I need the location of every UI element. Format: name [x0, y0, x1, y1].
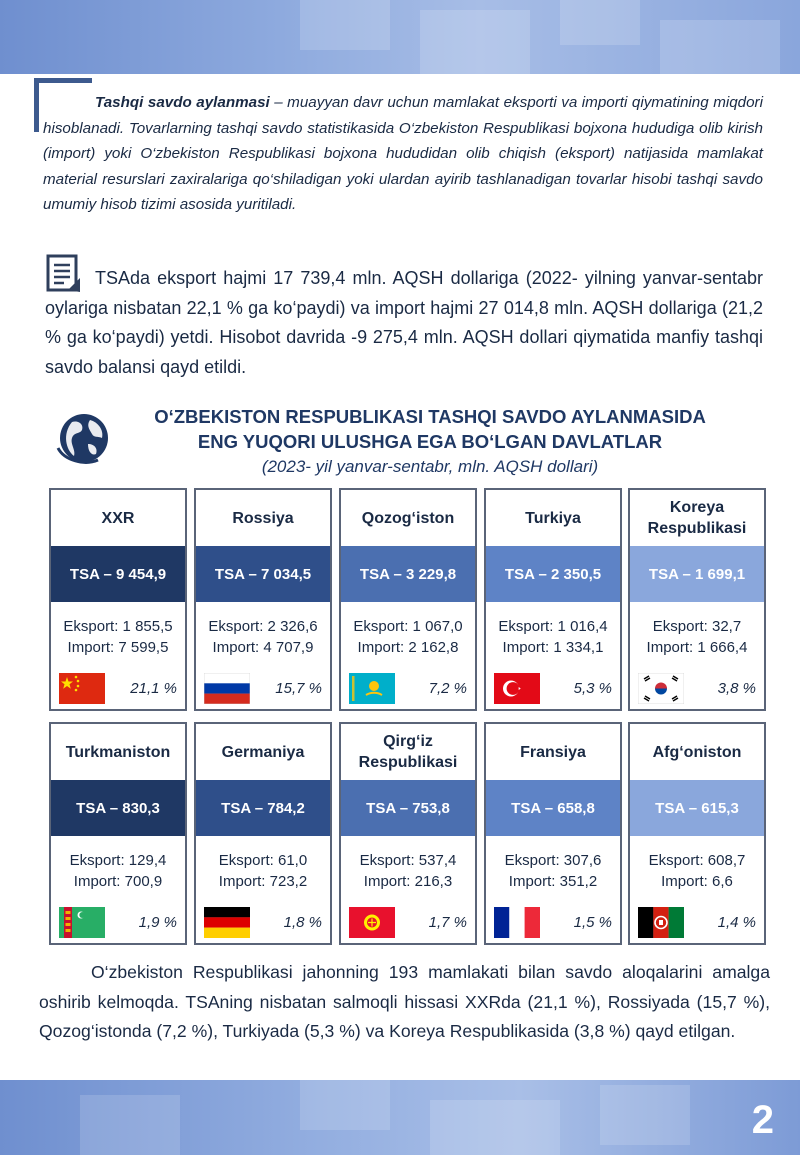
country-values	[196, 616, 330, 658]
country-export: Eksport: 537,4	[359, 852, 457, 869]
country-share: 1,4 %	[717, 914, 756, 931]
country-tsa: TSA – 658,8	[486, 780, 620, 836]
country-share: 1,9 %	[138, 914, 177, 931]
country-name: Turkiya	[525, 509, 581, 527]
country-name: Fransiya	[520, 743, 586, 761]
country-values	[341, 616, 475, 658]
kyrgyzstan-flag-icon	[349, 907, 395, 938]
country-share: 15,7 %	[275, 680, 322, 697]
country-share: 1,5 %	[573, 914, 612, 931]
turkey-flag-icon	[494, 673, 540, 704]
country-tsa: TSA – 3 229,8	[341, 546, 475, 602]
country-export: Eksport: 2 326,6	[208, 618, 318, 635]
summary-paragraph	[45, 264, 763, 382]
country-import: Import: 351,2	[508, 873, 598, 890]
globe-icon	[54, 408, 112, 466]
country-import: Import: 6,6	[661, 873, 733, 890]
country-card-germany	[194, 722, 332, 945]
country-values	[51, 616, 185, 658]
country-tsa: TSA – 9 454,9	[51, 546, 185, 602]
country-tsa: TSA – 753,8	[341, 780, 475, 836]
country-values	[341, 850, 475, 892]
country-import: Import: 1 666,4	[646, 639, 748, 656]
country-export: Eksport: 1 855,5	[63, 618, 173, 635]
country-card-korea	[628, 488, 766, 711]
country-export: Eksport: 1 067,0	[353, 618, 463, 635]
country-tsa: TSA – 1 699,1	[630, 546, 764, 602]
country-import: Import: 1 334,1	[502, 639, 604, 656]
header-band	[0, 0, 800, 74]
closing-paragraph	[39, 958, 770, 1047]
country-values	[486, 850, 620, 892]
country-name: Afg‘oniston	[652, 743, 742, 761]
country-share: 3,8 %	[717, 680, 756, 697]
country-card-turkmenistan	[49, 722, 187, 945]
country-tsa: TSA – 615,3	[630, 780, 764, 836]
korea-flag-icon	[638, 673, 684, 704]
country-export: Eksport: 61,0	[218, 852, 308, 869]
country-tsa: TSA – 2 350,5	[486, 546, 620, 602]
summary-text: TSAda eksport hajmi 17 739,4 mln. AQSH dollariga (2022- yilning yanvar-sentabr oylariga nisbatan 22,1 % ga ko‘paydi) va import hajmi 27 014,8 mln. AQSH dollariga (21,2 % ga ko‘paydi) yetdi. Hisobot davrida -9 275,4 mln. AQSH dollari qiymatida manfiy tashqi savdo balansi qayd etildi.	[45, 268, 763, 377]
country-tsa: TSA – 7 034,5	[196, 546, 330, 602]
country-values	[630, 616, 764, 658]
chart-subtitle: (2023- yil yanvar-sentabr, mln. AQSH dollari)	[261, 457, 599, 476]
country-import: Import: 2 162,8	[357, 639, 459, 656]
country-export: Eksport: 129,4	[69, 852, 167, 869]
turkmenistan-flag-icon	[59, 907, 105, 938]
country-import: Import: 216,3	[363, 873, 453, 890]
country-export: Eksport: 608,7	[648, 852, 746, 869]
country-share: 5,3 %	[573, 680, 612, 697]
footer-band	[0, 1080, 800, 1155]
country-name: Qozog‘iston	[361, 509, 455, 527]
country-import: Import: 4 707,9	[212, 639, 314, 656]
country-name: XXR	[101, 509, 135, 527]
chart-title-line1: O‘ZBEKISTON RESPUBLIKASI TASHQI SAVDO AYLANMASIDA	[154, 406, 706, 427]
country-import: Import: 723,2	[218, 873, 308, 890]
country-import: Import: 7 599,5	[67, 639, 169, 656]
country-card-kazakhstan	[339, 488, 477, 711]
country-values	[630, 850, 764, 892]
afghanistan-flag-icon	[638, 907, 684, 938]
kazakhstan-flag-icon	[349, 673, 395, 704]
russia-flag-icon	[204, 673, 250, 704]
country-name: Qirg‘iz Respublikasi	[358, 733, 458, 771]
country-card-france	[484, 722, 622, 945]
country-share: 7,2 %	[428, 680, 467, 697]
country-name: Rossiya	[232, 509, 294, 527]
intro-term: Tashqi savdo aylanmasi	[95, 94, 270, 111]
country-export: Eksport: 307,6	[504, 852, 602, 869]
closing-text: O‘zbekiston Respublikasi jahonning 193 mamlakati bilan savdo aloqalarini amalga oshirib kelmoqda. TSAning nisbatan salmoqli hissasi XXRda (21,1 %), Rossiyada (15,7 %), Qozog‘istonda (7,2 %), Turkiyada (5,3 %) va Koreya Respublikasida (3,8 %) qayd etilgan.	[39, 962, 770, 1041]
country-name: Koreya Respublikasi	[647, 499, 747, 537]
country-name: Germaniya	[221, 743, 305, 761]
country-card-turkey	[484, 488, 622, 711]
intro-text: – muayyan davr uchun mamlakat eksporti va importi qiymatining miqdori hisoblanadi. Tovarlarning tashqi savdo statistikasida O‘zbekiston Respublikasi bojxona hududiga olib kirish (import) yoki O‘zbekiston Respublikasi bojxona hududidan olib chiqish (eksport) natijasida mamlakat material resurslari zaxiralariga qo‘shiladigan yoki ulardan ayirib tashlanadigan tovarlar hisobi tashqi savdo umumiy hisob tizimi asosida yuritiladi.	[43, 94, 763, 214]
page-number: 2	[751, 1098, 774, 1142]
country-import: Import: 700,9	[73, 873, 163, 890]
country-card-china	[49, 488, 187, 711]
country-values	[486, 616, 620, 658]
country-values	[51, 850, 185, 892]
country-share: 1,7 %	[428, 914, 467, 931]
china-flag-icon	[59, 673, 105, 704]
country-values	[196, 850, 330, 892]
country-export: Eksport: 1 016,4	[498, 618, 608, 635]
country-card-kyrgyzstan	[339, 722, 477, 945]
france-flag-icon	[494, 907, 540, 938]
country-name: Turkmaniston	[65, 743, 171, 761]
country-tsa: TSA – 784,2	[196, 780, 330, 836]
germany-flag-icon	[204, 907, 250, 938]
country-export: Eksport: 32,7	[652, 618, 742, 635]
chart-title-line2: ENG YUQORI ULUSHGA EGA BO‘LGAN DAVLATLAR	[197, 431, 663, 452]
intro-paragraph	[43, 90, 763, 218]
country-share: 21,1 %	[130, 680, 177, 697]
country-tsa: TSA – 830,3	[51, 780, 185, 836]
country-card-russia	[194, 488, 332, 711]
country-share: 1,8 %	[283, 914, 322, 931]
country-card-afghanistan	[628, 722, 766, 945]
